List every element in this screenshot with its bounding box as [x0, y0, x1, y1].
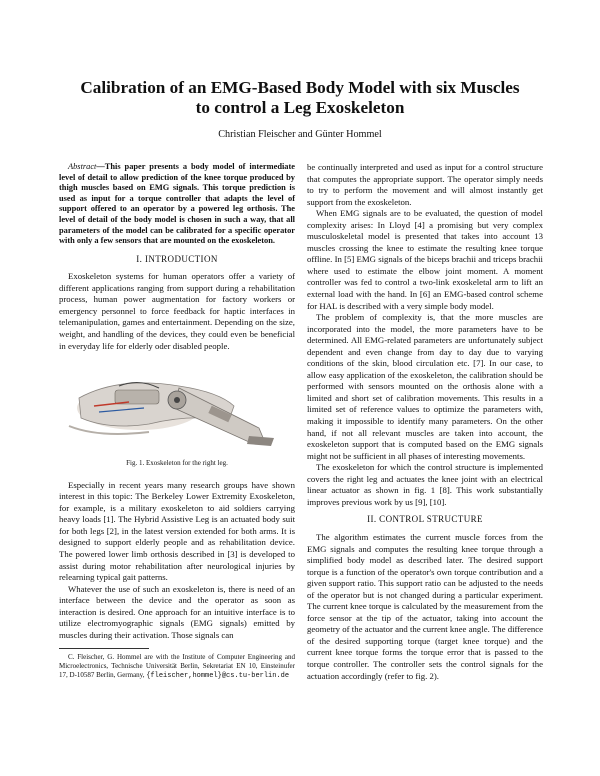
title-line-1: Calibration of an EMG-Based Body Model with six Muscles: [80, 78, 520, 97]
paper-title: [40, 78, 560, 118]
abstract: [59, 162, 295, 247]
authors: Christian Fleischer and Günter Hommel: [218, 129, 382, 140]
footnote-rule: [59, 648, 149, 649]
right-paragraph-1: be continually interpreted and used as input for a control structure that computes the appropriate support. The operator simply needs to try to perform the movement and will almost instantly get support from the exoskeleton.: [307, 162, 543, 207]
right-paragraph-3: The problem of complexity is, that the more muscles are incorporated into the model, the more parameters have to be determined. All EMG-related parameters are unfortunately subject dependent and even change from day to day due to varying conditions of the skin, blood circulation etc. [7]. In our case, to allow easy application of the exoskeleton, the calibration should be performed with sensors mounted on the orthosis alone with a limited and short set of calibration movements. This results in a limited set of reference values to optimize the parameters with, making it impossible to identify many parameters. On the other hand, if not all relevant muscles are taken into account, the exoskeleton support that is computed based on the EMG signals might not be sufficient in all phases of interesting movements.: [307, 312, 543, 461]
left-column: [59, 162, 295, 680]
right-paragraph-2: When EMG signals are to be evaluated, the question of model complexity arises: In Lloyd [4] a promising but very complex musculoskeletal model is presented that takes into account 13 muscles crossing the knee to estimate the resulting knee torque offline. In [5] EMG signals of the biceps brachii and triceps brachii where used to estimate the elbow joint moment. A moment controller was fed to control a two-link exoskeletal arm to lift an external load with the hand. In [6] an EMG-based control scheme for HAL is described with a very simple body model.: [307, 208, 543, 311]
abstract-text: —This paper presents a body model of intermediate level of detail to allow prediction of the knee torque produced by thigh muscles based on EMG signals. This torque prediction is used as input for a torque controller that adapts the level of support offered to an operator by a powered leg orthosis. The level of detail of the body model is chosen in such a way, that all parameters of the model can be calibrated for a specific operator with only a few sensors that are mounted on the exoskeleton.: [59, 162, 295, 246]
footnote: [59, 653, 295, 680]
intro-paragraph-3: Whatever the use of such an exoskeleton is, there is need of an interface between the device and the operator as soon as interaction is desired. One approach for an intuitive interface is to utilize electromyographic signals (EMG signals) emitted by muscles during their activation. Those signals can: [59, 583, 295, 640]
intro-paragraph-1: Exoskeleton systems for human operators offer a variety of different applications ranging from support during a rehabilitation process, human power augmentation for factory workers or emergency personnel to force feedback for haptic interfaces in telemanipulation, games and entertainment. Depending on the size, weight, and handling of the devices, they could even be beneficial in everyday life for elderly oder disabled people.: [59, 271, 295, 351]
figure-exoskeleton: [59, 358, 295, 454]
abstract-label: Abstract: [68, 162, 97, 171]
right-column: [307, 162, 543, 682]
section-heading-introduction: I. INTRODUCTION: [136, 253, 218, 264]
section-heading-control-structure: II. CONTROL STRUCTURE: [367, 514, 483, 525]
footnote-affiliation: C. Fleischer, G. Hommel are with the Institute of Computer Engineering and Microelectronics, Technische Universität Berlin, Sekretariat EN 10, Einsteinufer 17, D-10587 Berlin, Germany,: [59, 653, 295, 679]
title-line-2: to control a Leg Exoskeleton: [195, 98, 405, 117]
exoskeleton-photo: [59, 358, 295, 454]
right-paragraph-4: The exoskeleton for which the control structure is implemented covers the right leg and actuates the knee joint with an electrical linear actuator as shown in fig. 1 [8]. This work substantially improves previous work by us [9], [10].: [307, 462, 543, 507]
right-paragraph-5: The algorithm estimates the current muscle forces from the EMG signals and computes the resulting knee torque through a simplified body model as described later. The desired support torque is a function of the operator's own torque contribution and a given support ratio. This support ratio can be adjusted to the needs of the operator but is not changed during a particular experiment. The current knee torque is calculated by the measurement from the force sensor at the tip of the actuator, taking into account the geometry of the actuator and the current knee angle. The difference of the desired supporting torque (target knee torque) and the current knee torque forms the torque error that is passed to the torque controller. The controller sets the control signals for the actuation accordingly (refer to fig. 2).: [307, 531, 543, 681]
footnote-email: {fleischer,hommel}@cs.tu-berlin.de: [146, 671, 290, 680]
figure-caption: Fig. 1. Exoskeleton for the right leg.: [126, 459, 228, 468]
intro-paragraph-2: Especially in recent years many research groups have shown interest in this topic: The Berkeley Lower Extremity Exoskeleton, for example, is a military exoskeleton to aid soldiers carrying heavy loads [1]. The Hybrid Assistive Leg is an actuated body suit for both legs [2], in the latest version extended for both arms. It is designed to support elderly people and as rehabilitation device. The powered lower limb orthosis described in [3] is developed to assist during motor rehabilitation after neurological injuries by relearning typical gait patterns.: [59, 479, 295, 583]
